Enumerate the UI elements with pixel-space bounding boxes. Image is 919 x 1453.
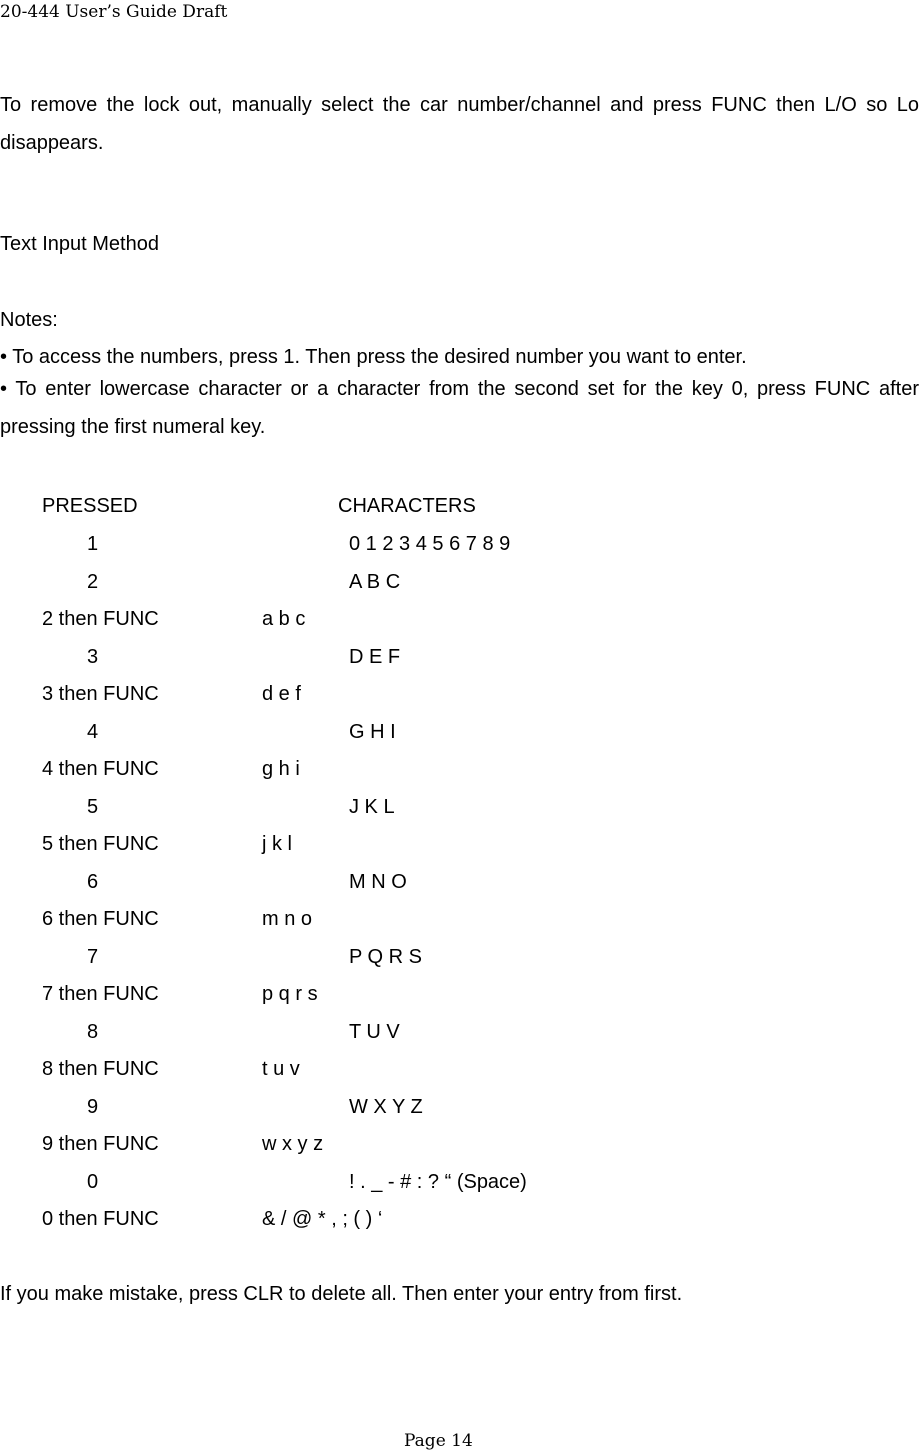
table-row-pressed: 6: [87, 870, 99, 893]
table-row-characters: J K L: [349, 795, 395, 818]
table-row-characters: d e f: [262, 683, 301, 705]
table-row-characters: D E F: [349, 645, 401, 668]
table-row-characters: p q r s: [262, 983, 318, 1005]
table-row-pressed: 4: [87, 720, 99, 743]
table-row-pressed: 8 then FUNC: [42, 1058, 159, 1080]
table-row-characters: M N O: [349, 870, 407, 893]
table-row-pressed: 4 then FUNC: [42, 758, 159, 780]
table-row-pressed: 0 then FUNC: [42, 1208, 159, 1230]
table-row-characters: t u v: [262, 1058, 300, 1080]
table-row-pressed: 9: [87, 1095, 99, 1118]
table-row-pressed: 5: [87, 795, 99, 818]
table-row-characters: T U V: [349, 1020, 400, 1043]
table-row-characters: 0 1 2 3 4 5 6 7 8 9: [349, 533, 511, 555]
table-row-characters: P Q R S: [349, 945, 422, 968]
table-row-pressed: 5 then FUNC: [42, 833, 159, 855]
table-row-characters: w x y z: [262, 1133, 324, 1155]
table-header-pressed: PRESSED: [42, 495, 138, 517]
intro-paragraph: To remove the lock out, manually select the car number/channel and press FUNC then L/O so Lo disappears.: [0, 94, 919, 154]
table-row-characters: a b c: [262, 608, 306, 630]
table-header-characters: CHARACTERS: [338, 495, 476, 517]
notes-label: Notes:: [0, 309, 58, 331]
table-row-pressed: 0: [87, 1170, 99, 1193]
table-row-characters: m n o: [262, 908, 313, 930]
table-row-pressed: 7 then FUNC: [42, 983, 159, 1005]
table-row-characters: j k l: [262, 833, 292, 855]
table-row-pressed: 3 then FUNC: [42, 683, 159, 705]
table-row-characters: g h i: [262, 758, 300, 780]
note-item: • To access the numbers, press 1. Then press the desired number you want to enter.: [0, 346, 747, 368]
table-row-pressed: 7: [87, 945, 99, 968]
table-row-pressed: 3: [87, 645, 99, 668]
page-number: Page 14: [404, 1431, 473, 1451]
table-row-characters: ! . _ - # : ? “ (Space): [349, 1170, 527, 1193]
table-row-characters: W X Y Z: [349, 1095, 423, 1118]
section-title: Text Input Method: [0, 233, 159, 255]
table-row-characters: & / @ * , ; ( ) ‘: [262, 1208, 383, 1230]
table-row-pressed: 1: [87, 533, 99, 555]
table-row-characters: G H I: [349, 720, 396, 743]
table-row-pressed: 6 then FUNC: [42, 908, 159, 930]
document-header: 20-444 User’s Guide Draft: [0, 2, 228, 22]
closing-paragraph: If you make mistake, press CLR to delete all. Then enter your entry from first.: [0, 1283, 683, 1305]
table-row-pressed: 9 then FUNC: [42, 1133, 159, 1155]
table-row-pressed: 2 then FUNC: [42, 608, 159, 630]
table-row-characters: A B C: [349, 570, 401, 593]
table-row-pressed: 2: [87, 570, 99, 593]
note-item: • To enter lowercase character or a character from the second set for the key 0, press FUNC after pressing the first numeral key.: [0, 378, 919, 438]
table-row-pressed: 8: [87, 1020, 99, 1043]
